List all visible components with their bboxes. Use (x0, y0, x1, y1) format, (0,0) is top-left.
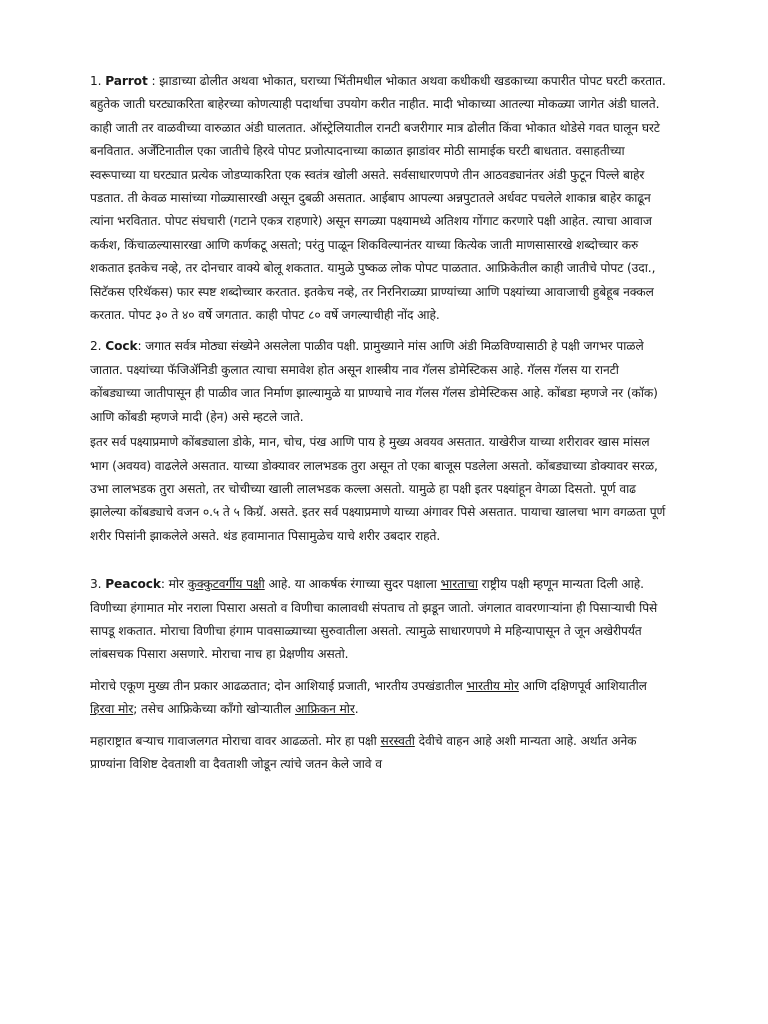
peacock-text-1a: : मोर (160, 577, 188, 592)
parrot-paragraph (90, 70, 670, 327)
document-page (90, 70, 670, 776)
peacock-heading: Peacock (105, 577, 161, 592)
link-hirva-mor[interactable]: हिरवा मोर (90, 702, 134, 717)
parrot-heading: Parrot (105, 74, 148, 88)
peacock-text-2b: आणि दक्षिणपूर्व आशियातील (518, 678, 647, 693)
cock-paragraph-2 (90, 431, 670, 548)
peacock-paragraph-2 (90, 675, 670, 722)
link-bhartiya-mor[interactable]: भारतीय मोर (466, 678, 519, 693)
peacock-text-3a: महाराष्ट्रात बऱ्याच गावाजलगत मोराचा वावर आढळतो. मोर हा पक्षी (90, 733, 381, 748)
link-kukkut-pakshi[interactable]: कुक्कुटवर्गीय पक्षी (187, 577, 265, 592)
link-bharatacha[interactable]: भारताचा (440, 577, 478, 592)
peacock-text-2d: . (354, 702, 359, 717)
peacock-text-1b: आहे. या आकर्षक रंगाच्या सुदर पक्षाला (264, 577, 441, 592)
peacock-text-2c: ; तसेच आफ्रिकेच्या काँगो खोऱ्यातील (133, 702, 295, 717)
cock-text-2: इतर सर्व पक्ष्याप्रमाणे कोंबड्याला डोके, मान, चोच, पंख आणि पाय हे मुख्य अवयव असतात. याखेरीज याच्या शरीरावर खास मांसल भाग (अवयव) वाढलेले असतात. याच्या डोक्यावर लालभडक तुरा असून तो एका बाजूस पडलेला असतो. कोंबड्याच्या डोक्यावर सरळ, उभा लालभडक तुरा असतो, तर चोचीच्या खाली लालभडक कल्ला असतो. यामुळे हा पक्षी इतर पक्ष्यांहून वेगळा दिसतो. पूर्ण वाढ झालेल्या कोंबड्याचे वजन ०.५ ते ५ किग्रॅ. असते. इतर सर्व पक्ष्याप्रमाणे याच्या अंगावर पिसे असतात. पायाचा खालचा भाग वगळता पूर्ण शरीर पिसांनी झाकलेले असते. थंड हवामानात पिसामुळेच याचे शरीर उबदार राहते. (90, 435, 666, 543)
peacock-text-1c: राष्ट्रीय पक्षी म्हणून मान्यता दिली आहे. विणीच्या हंगामात मोर नराला पिसारा असतो व विणीचा कालावधी संपताच तो झडून जातो. जंगलात वावरणाऱ्यांना ही पिसाऱ्याची पिसे सापडू शकतात. मोराचा विणीचा हंगाम पावसाळ्याच्या सुरुवातीला असतो. त्यामुळे साधारणपणे मे महिन्यापासून ते जून अखेरीपर्यंत लांबसचक पिसारा असणारे. मोराचा नाच हा प्रेक्षणीय असतो. (90, 577, 658, 662)
parrot-number: 1. (90, 74, 102, 88)
cock-number: 2. (90, 339, 102, 354)
peacock-paragraph-3 (90, 730, 670, 777)
peacock-text-2a: मोराचे एकूण मुख्य तीन प्रकार आढळतात; दोन आशियाई प्रजाती, भारतीय उपखंडातील (90, 678, 467, 693)
peacock-text-3b: देवीचे वाहन आहे अशी मान्यता आहे. अर्थात अनेक प्राण्यांना विशिष्ट देवताशी वा दैवताशी जोडून त्यांचे जतन केले जावे व (90, 733, 637, 771)
link-saraswati[interactable]: सरस्वती (380, 733, 415, 748)
link-africian-mor[interactable]: आफ्रिकन मोर (295, 702, 355, 717)
peacock-paragraph (90, 573, 670, 667)
parrot-text: : झाडाच्या ढोलीत अथवा भोकात, घराच्या भिंतीमधील भोकात अथवा कधीकधी खडकाच्या कपारीत पोपट घरटी करतात. बहुतेक जाती घरट्याकरिता बाहेरच्या कोणत्याही पदार्थाचा उपयोग करीत नाहीत. मादी भोकाच्या आतल्या मोकळ्या जागेत अंडी घालते. काही जाती तर वाळवीच्या वारुळात अंडी घालतात. ऑस्ट्रेलियातील रानटी बजरीगार मात्र ढोलीत किंवा भोकात थोडेसे गवत घालून घरटे बनवितात. अर्जेंटिनातील एका जातीचे हिरवे पोपट प्रजोत्पादनाच्या काळात झाडांवर मोठी सामाईक घरटी बाधतात. वसाहतीच्या स्वरूपाच्या या घरट्यात प्रत्येक जोडप्याकरिता एक स्वतंत्र खोली असते. सर्वसाधारणपणे तीन आठवड्यानंतर अंडी फुटून पिल्ले बाहेर पडतात. ती केवळ मासांच्या गोळ्यासारखी असून दुबळी असतात. आईबाप आपल्या अन्नपुटातले अर्धवट पचलेले शाकान्न बाहेर काढून त्यांना भरवितात. पोपट संघचारी (गटाने एकत्र राहणारे) असून सगळ्या पक्ष्यामध्ये अतिशय गोंगाट करणारे पक्षी आहेत. त्याचा आवाज कर्कश, किंचाळल्यासारखा आणि कर्णकटू असतो; परंतु पाळून शिकविल्यानंतर याच्या कित्येक जाती माणसासारखे शब्दोच्चार करु शकतात इतकेच नव्हे, तर दोनचार वाक्ये बोलू शकतात. यामुळे पुष्कळ लोक पोपट पाळतात. आफ्रिकेतील काही जातीचे पोपट (उदा., सिटॅकस एरिथॅकस) फार स्पष्ट शब्दोच्चार करतात. इतकेच नव्हे, तर निरनिराळ्या प्राण्यांच्या आणि पक्ष्यांच्या आवाजाची हुबेहूब नक्कल करतात. पोपट ३० ते ४० वर्षे जगतात. काही पोपट ८० वर्षे जगल्याचीही नोंद आहे. (90, 74, 666, 323)
cock-heading: Cock (105, 339, 138, 354)
cock-paragraph (90, 335, 670, 429)
peacock-number: 3. (90, 577, 102, 592)
cock-text-1: : जगात सर्वत्र मोठ्या संख्येने असलेला पाळीव पक्षी. प्रामुख्याने मांस आणि अंडी मिळविण्यासाठी हे पक्षी जगभर पाळले जातात. पक्ष्यांच्या फॅजिॲनिडी कुलात त्याचा समावेश होत असून शास्त्रीय नाव गॅलस डोमेस्टिकस आहे. गॅलस गॅलस या रानटी कोंबड्याच्या जातीपासून ही पाळीव जात निर्माण झाल्यामुळे या प्राण्याचे नाव गॅलस गॅलस डोमेस्टिकस आहे. कोंबडा म्हणजे नर (कॉक) आणि कोंबडी म्हणजे मादी (हेन) असे म्हटले जाते. (90, 339, 658, 424)
